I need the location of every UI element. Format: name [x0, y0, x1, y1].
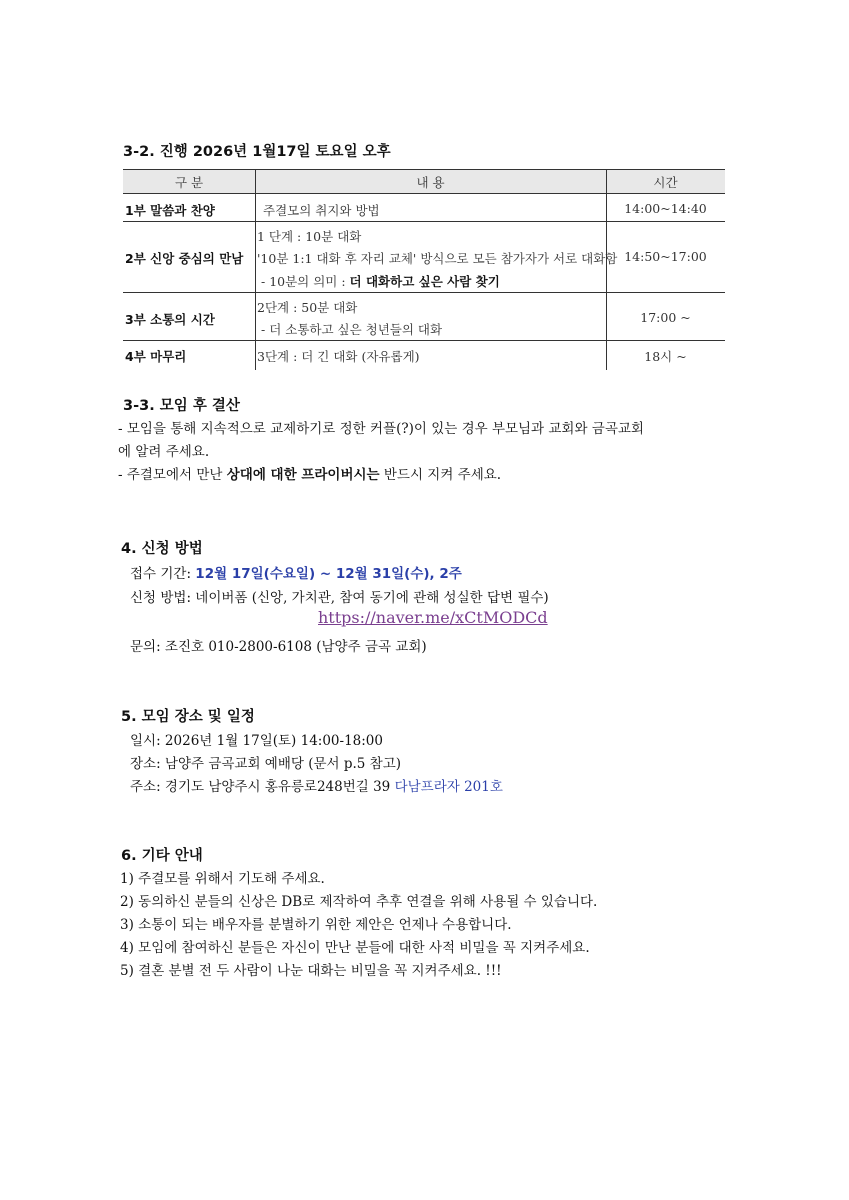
- period-value: 12월 17일(수요일) ~ 12월 31일(수), 2주: [195, 566, 462, 582]
- list-item: 2) 동의하신 분들의 신상은 DB로 제작하여 추후 연결을 위해 사용될 수 있습니다.: [120, 894, 598, 910]
- table-header-time: 시간: [653, 175, 678, 190]
- meaning-label: - 10분의 의미 :: [261, 274, 350, 289]
- table-row-content: 2단계 : 50분 대화: [257, 300, 358, 315]
- table-row-label: 1부 말씀과 찬양: [125, 203, 215, 218]
- section-3-2-title: 3-2. 진행 2026년 1월17일 토요일 오후: [123, 144, 391, 160]
- section-6-title: 6. 기타 안내: [121, 848, 203, 864]
- table-row-content: 3단계 : 더 긴 대화 (자유롭게): [257, 349, 420, 364]
- table-row-label: 4부 마무리: [125, 349, 187, 364]
- application-period: [130, 562, 462, 582]
- period-label: 접수 기간:: [130, 566, 196, 582]
- table-row-time: 17:00 ~: [640, 310, 691, 325]
- list-item: 4) 모임에 참여하신 분들은 자신이 만난 분들에 대한 사적 비밀을 꼭 지켜주세요.: [120, 940, 590, 956]
- section-4-title: 4. 신청 방법: [121, 541, 203, 557]
- table-row-content: [261, 272, 500, 290]
- table-row-label: 3부 소통의 시간: [125, 312, 215, 327]
- settlement-line: 에 알려 주세요.: [118, 444, 210, 460]
- address-building: 다남프라자 201호: [394, 779, 503, 795]
- table-row-time: 14:50~17:00: [624, 249, 707, 264]
- table-row-content: 주결모의 취지와 방법: [263, 203, 380, 218]
- list-item: 3) 소통이 되는 배우자를 분별하기 위한 제안은 언제나 수용합니다.: [120, 917, 512, 933]
- application-form-link[interactable]: https://naver.me/xCtMODCd: [318, 608, 548, 627]
- meeting-address: [130, 775, 503, 795]
- section-3-3-title: 3-3. 모임 후 결산: [123, 398, 240, 414]
- section-5-title: 5. 모임 장소 및 일정: [121, 709, 255, 725]
- table-row-divider: [123, 221, 725, 222]
- table-row-time: 14:00~14:40: [624, 201, 707, 216]
- meaning-value: 더 대화하고 싶은 사람 찾기: [349, 274, 500, 289]
- privacy-text: - 주결모에서 만난: [118, 467, 227, 483]
- table-header-content: 내 용: [416, 175, 445, 190]
- privacy-text: 반드시 지켜 주세요.: [379, 467, 502, 483]
- table-header-category: 구 분: [174, 175, 204, 190]
- settlement-line: - 모임을 통해 지속적으로 교제하기로 정한 커플(?)이 있는 경우 부모님과 교회와 금곡교회: [118, 421, 644, 437]
- contact-info: 문의: 조진호 010-2800-6108 (남양주 금곡 교회): [130, 639, 427, 655]
- meeting-date: 일시: 2026년 1월 17일(토) 14:00-18:00: [130, 733, 383, 749]
- table-row-content: - 더 소통하고 싶은 청년들의 대화: [261, 322, 443, 337]
- table-row-content: 1 단계 : 10분 대화: [257, 229, 362, 244]
- privacy-line: [118, 463, 501, 483]
- privacy-emphasis: 상대에 대한 프라이버시는: [226, 467, 380, 483]
- application-method: 신청 방법: 네이버폼 (신앙, 가치관, 참여 동기에 관해 성실한 답변 필수): [130, 590, 549, 606]
- address-text: 주소: 경기도 남양주시 홍유릉로248번길 39: [130, 779, 395, 795]
- list-item: 1) 주결모를 위해서 기도해 주세요.: [120, 871, 325, 887]
- table-row-divider: [123, 292, 725, 293]
- table-row-label: 2부 신앙 중심의 만남: [125, 251, 244, 266]
- meeting-place: 장소: 남양주 금곡교회 예배당 (문서 p.5 참고): [130, 756, 402, 772]
- list-item: 5) 결혼 분별 전 두 사람이 나눈 대화는 비밀을 꼭 지켜주세요. !!!: [120, 963, 502, 979]
- table-row-content: '10분 1:1 대화 후 자리 교체' 방식으로 모든 참가자가 서로 대화함: [257, 251, 618, 266]
- table-row-divider: [123, 340, 725, 341]
- table-row-time: 18시 ~: [644, 349, 687, 364]
